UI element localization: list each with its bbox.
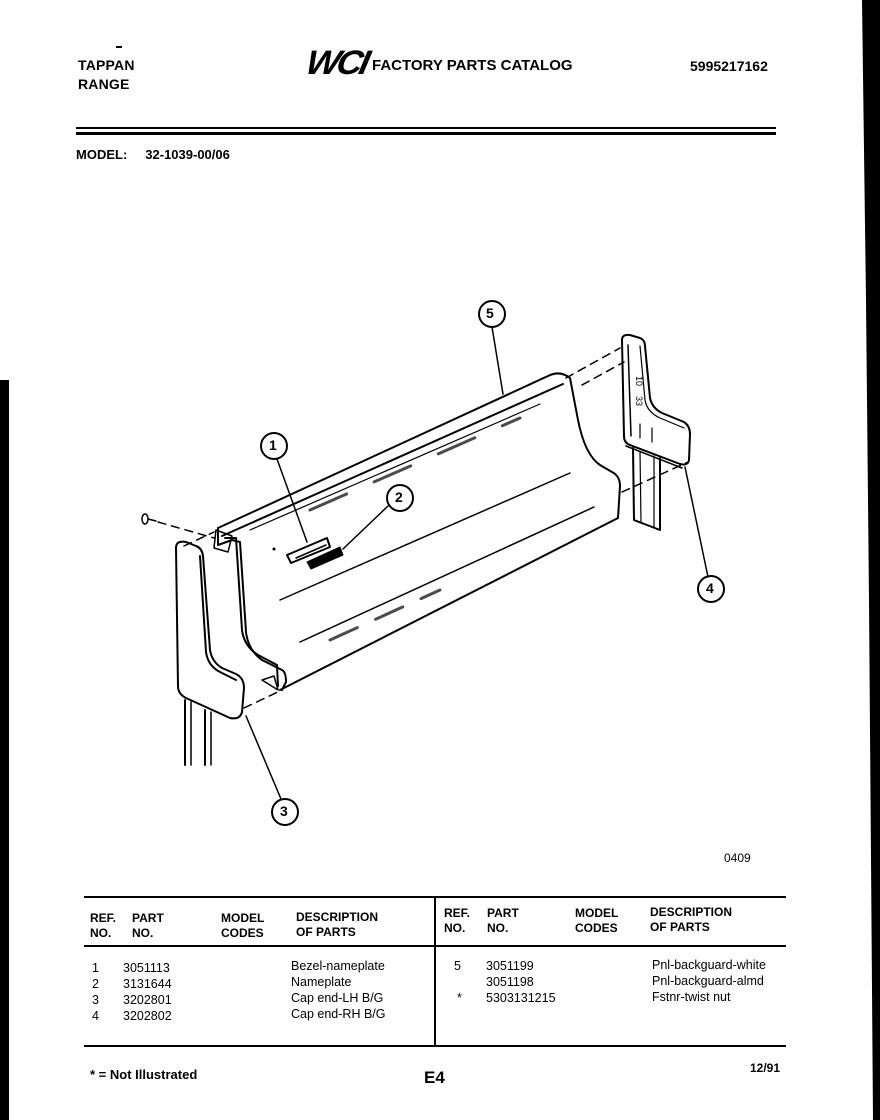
callout-1: 1	[269, 437, 277, 453]
part-no: 3131644	[123, 977, 172, 991]
col-header-ref-l1: REF.	[90, 911, 117, 925]
product-type: RANGE	[78, 76, 130, 92]
brand-name: TAPPAN	[78, 57, 135, 73]
ref-no: 3	[92, 993, 99, 1007]
col-header-part	[132, 911, 164, 941]
table-column-divider	[434, 896, 436, 1046]
figure-code: 0409	[724, 851, 751, 865]
col-header-part-right-l1: PART	[487, 906, 519, 920]
ref-no: 4	[92, 1009, 99, 1023]
backguard-panel-drawing	[214, 373, 620, 690]
ref-no: 2	[92, 977, 99, 991]
part-no: 3051113	[123, 961, 170, 975]
ref-no: 1	[92, 961, 99, 975]
svg-text:33: 33	[634, 396, 644, 407]
col-header-codes-l1: MODEL	[221, 911, 265, 925]
col-header-ref-right-l2: NO.	[444, 921, 466, 935]
svg-text:10: 10	[634, 376, 644, 387]
col-header-ref	[90, 911, 116, 941]
callout-3: 3	[280, 803, 288, 819]
col-header-desc-right-l1: DESCRIPTION	[650, 905, 733, 919]
callout-4: 4	[706, 580, 714, 596]
footnote: * = Not Illustrated	[90, 1067, 198, 1082]
callout-5: 5	[486, 305, 494, 321]
col-header-ref-l2: NO.	[90, 926, 112, 940]
description: Pnl-backguard-white	[652, 958, 766, 972]
callout-circles	[261, 301, 724, 825]
ref-no: *	[457, 991, 462, 1005]
table-rule-bottom	[84, 1045, 786, 1047]
catalog-title: FACTORY PARTS CATALOG	[372, 57, 573, 74]
callout-2: 2	[395, 489, 403, 505]
col-header-ref-right	[444, 906, 470, 936]
part-no: 5303131215	[486, 991, 556, 1005]
col-header-codes-right-l2: CODES	[575, 921, 618, 935]
part-no: 3202802	[123, 1009, 172, 1023]
col-header-codes-l2: CODES	[221, 926, 264, 940]
col-header-part-l2: NO.	[132, 926, 154, 940]
model-number: 32-1039-00/06	[145, 147, 230, 162]
col-header-codes	[221, 911, 264, 941]
description: Cap end-LH B/G	[291, 991, 384, 1005]
left-cap-end-drawing	[176, 542, 244, 765]
col-header-desc-l2: OF PARTS	[296, 925, 356, 939]
description: Bezel-nameplate	[291, 959, 385, 973]
col-header-desc-right	[650, 905, 732, 935]
col-header-ref-right-l1: REF.	[444, 906, 471, 920]
description: Pnl-backguard-almd	[652, 974, 764, 988]
col-header-part-right	[487, 906, 519, 936]
part-no: 3051198	[486, 975, 534, 989]
model-label: MODEL:	[76, 147, 128, 162]
ref-no: 5	[454, 959, 461, 973]
catalog-number: 5995217162	[690, 58, 768, 74]
revision-date: 12/91	[750, 1061, 781, 1075]
part-no: 3202801	[123, 993, 172, 1007]
col-header-codes-right-l1: MODEL	[575, 906, 619, 920]
page-code: E4	[424, 1068, 445, 1087]
description: Cap end-RH B/G	[291, 1007, 386, 1021]
col-header-desc-right-l2: OF PARTS	[650, 920, 710, 934]
col-header-desc-l1: DESCRIPTION	[296, 910, 379, 924]
twist-nut-drawing	[142, 514, 156, 524]
description: Nameplate	[291, 975, 352, 989]
part-no: 3051199	[486, 959, 534, 973]
nameplate-drawing	[273, 538, 344, 569]
description: Fstnr-twist nut	[652, 990, 731, 1004]
col-header-part-l1: PART	[132, 911, 164, 925]
right-cap-end-drawing	[622, 335, 690, 530]
col-header-codes-right	[575, 906, 618, 936]
wci-logo: WCI	[302, 44, 371, 82]
col-header-desc	[296, 910, 378, 940]
col-header-part-right-l2: NO.	[487, 921, 509, 935]
